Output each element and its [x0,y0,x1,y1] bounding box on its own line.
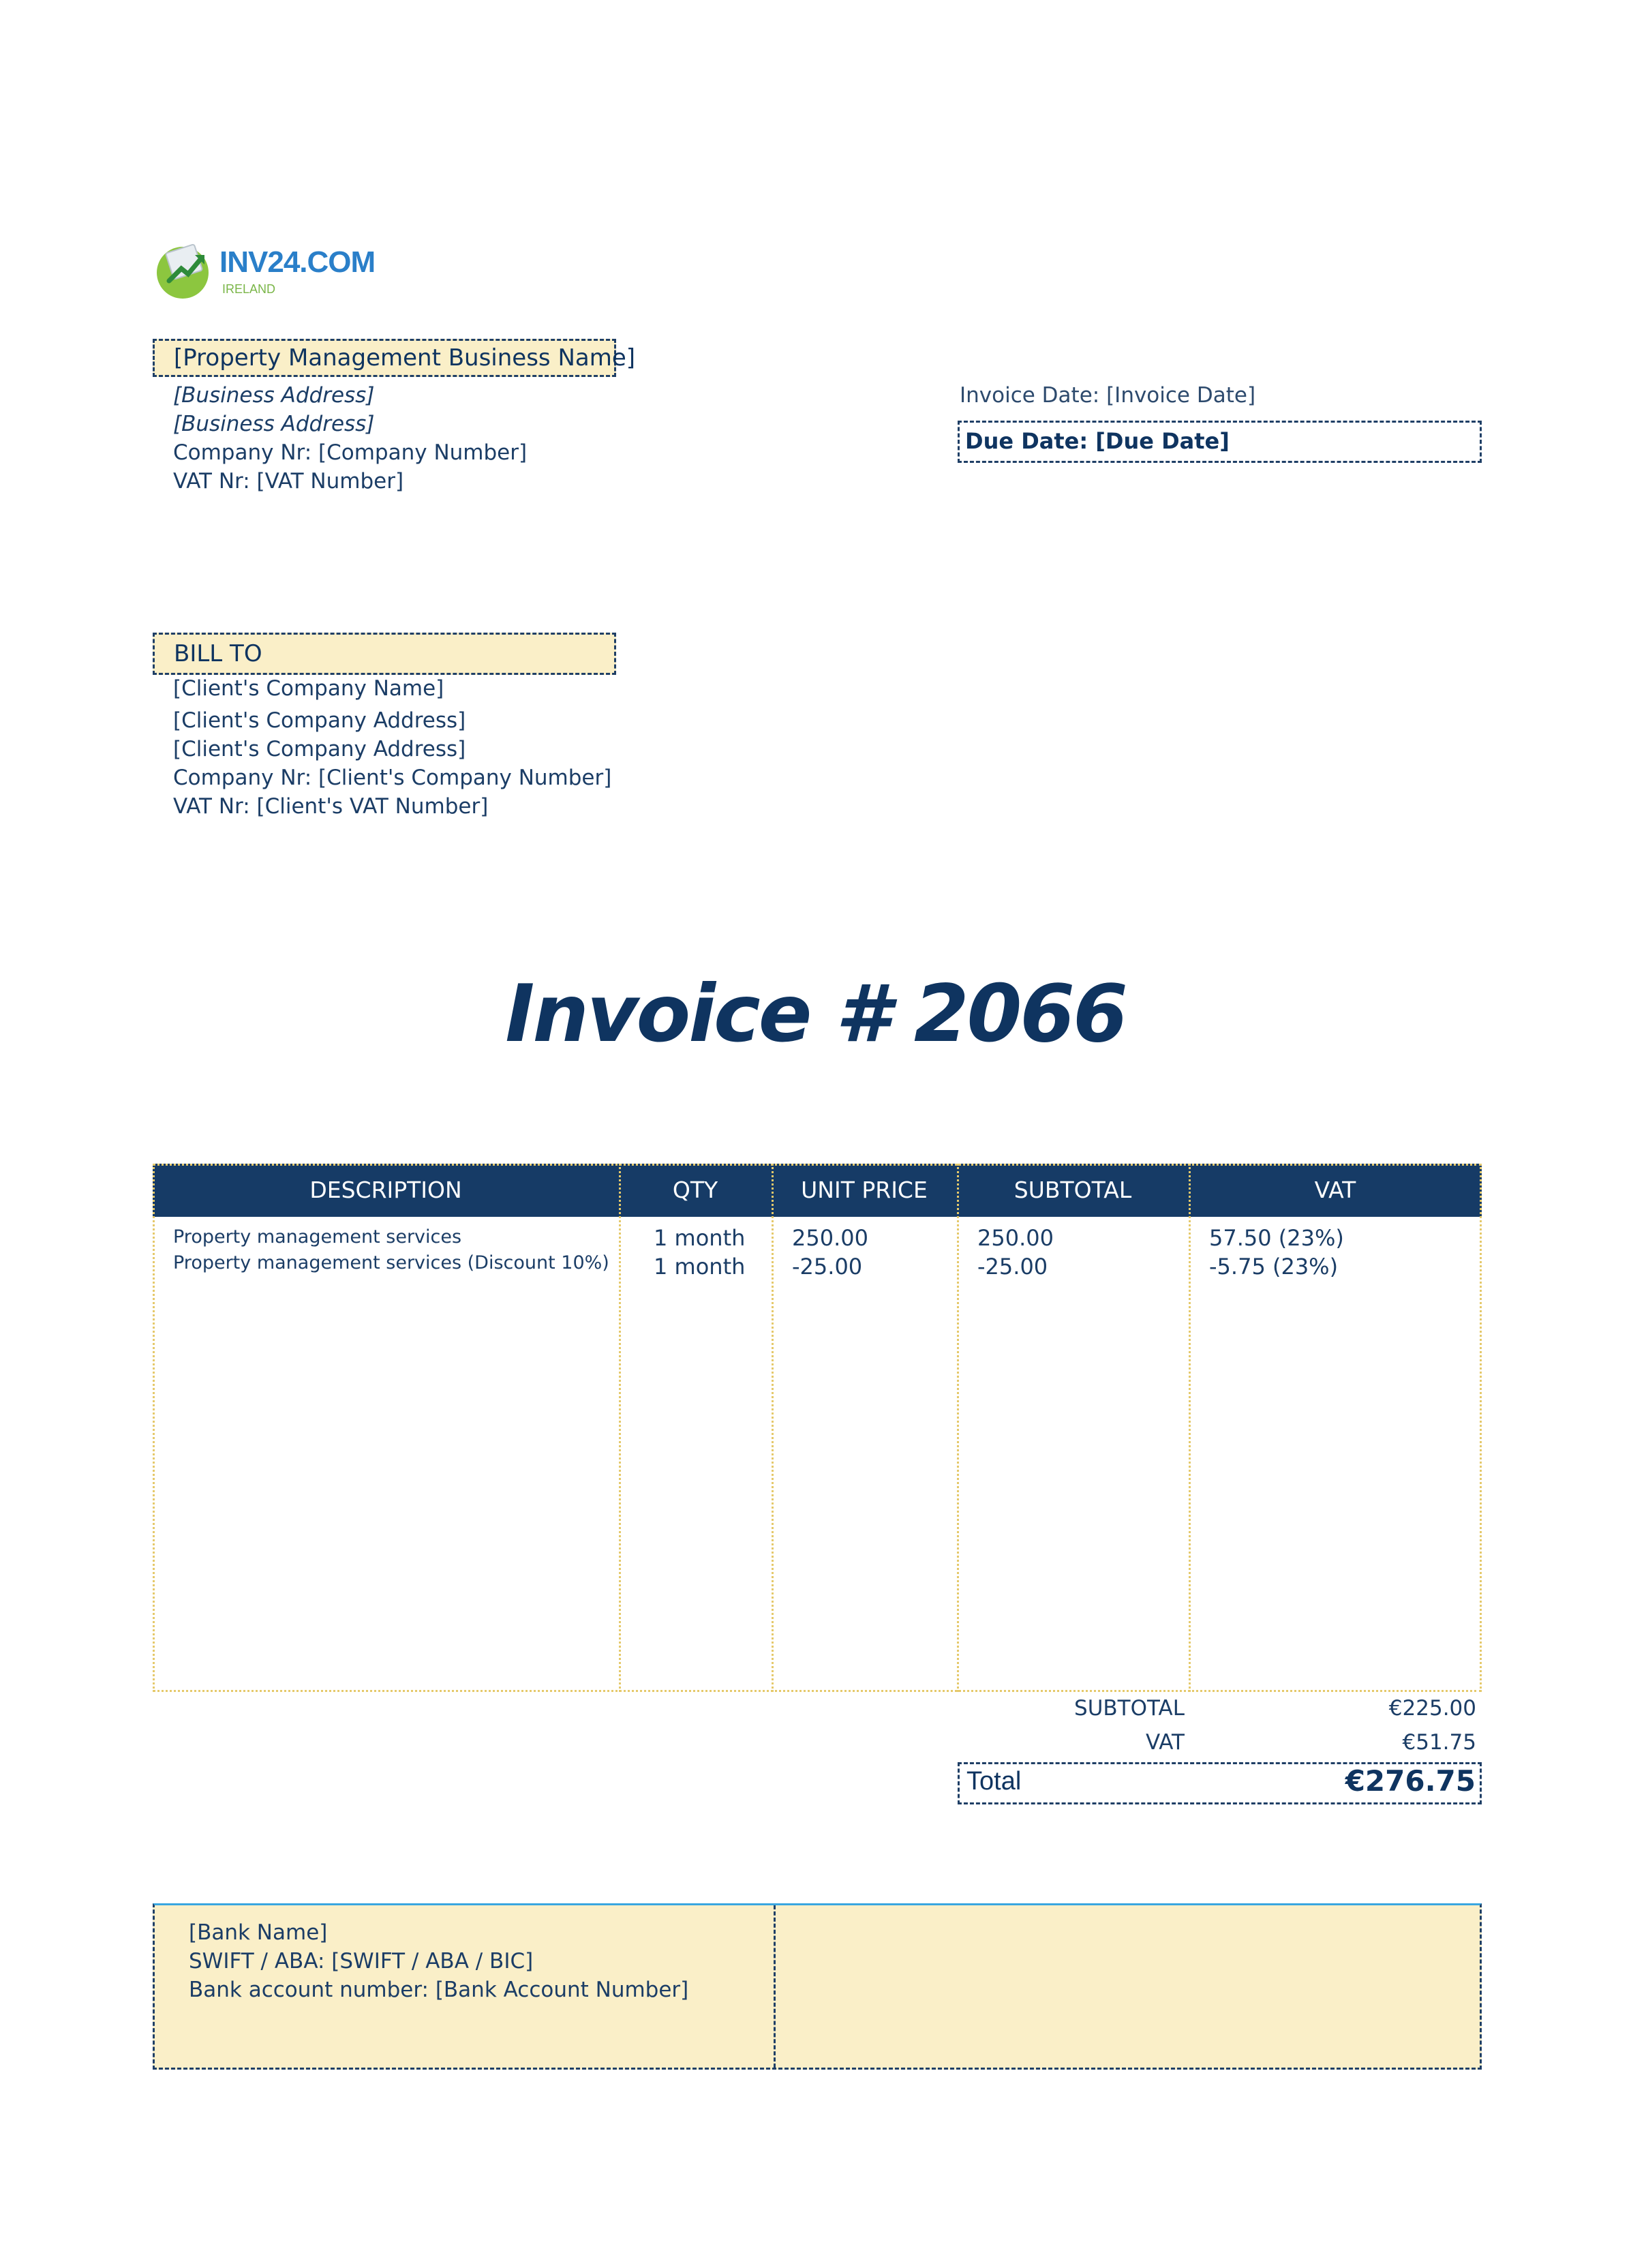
logo-mark-icon [154,240,217,303]
bank-swift: SWIFT / ABA: [SWIFT / ABA / BIC] [189,1949,534,1974]
column-divider [1189,1164,1191,1692]
grand-total-box [958,1762,1482,1804]
header-vat: VAT [1314,1177,1356,1203]
logo-region-text: IRELAND [222,282,276,296]
row-1-subtotal: 250.00 [977,1225,1054,1251]
row-2-description: Property management services (Discount 10%) [173,1252,609,1273]
vat-total-label: VAT [1146,1730,1185,1755]
bank-details [153,1903,1482,2070]
seller-vat-number: VAT Nr: [VAT Number] [173,469,404,494]
row-1-vat: 57.50 (23%) [1209,1225,1344,1251]
grand-total-value: €276.75 [1345,1764,1476,1798]
column-divider [619,1164,621,1692]
client-company-name: [Client's Company Name] [173,676,444,701]
bank-account-number: Bank account number: [Bank Account Number] [189,1978,689,2002]
header-qty: QTY [672,1177,718,1203]
company-logo [154,237,376,305]
items-table [153,1164,1482,1692]
client-address-1: [Client's Company Address] [173,708,466,733]
vat-total-value: €51.75 [1402,1730,1476,1755]
row-1-unit-price: 250.00 [792,1225,868,1251]
bank-name: [Bank Name] [189,1920,328,1945]
seller-address-2: [Business Address] [173,412,375,436]
seller-company-number: Company Nr: [Company Number] [173,440,528,465]
client-address-2: [Client's Company Address] [173,737,466,761]
header-subtotal: SUBTOTAL [1013,1177,1132,1203]
column-divider [957,1164,959,1692]
header-description: DESCRIPTION [309,1177,462,1203]
column-divider [772,1164,774,1692]
logo-brand-text: INV24.COM [219,245,376,279]
row-1-qty: 1 month [654,1225,746,1251]
due-date: Due Date: [Due Date] [958,421,1482,463]
seller-address-1: [Business Address] [173,383,375,408]
client-vat-number: VAT Nr: [Client's VAT Number] [173,794,489,819]
grand-total-label: Total [966,1767,1022,1796]
invoice-date: Invoice Date: [Invoice Date] [960,383,1256,408]
header-unit-price: UNIT PRICE [801,1177,928,1203]
client-company-number: Company Nr: [Client's Company Number] [173,766,612,790]
subtotal-label: SUBTOTAL [1074,1696,1185,1721]
bill-to-heading: BILL TO [153,633,616,675]
bank-divider [774,1905,776,2068]
seller-name: [Property Management Business Name] [153,339,616,377]
row-2-vat: -5.75 (23%) [1209,1254,1339,1280]
invoice-title: Invoice # 2066 [505,968,1126,1060]
row-2-unit-price: -25.00 [792,1254,863,1280]
row-1-description: Property management services [173,1226,462,1248]
row-2-subtotal: -25.00 [977,1254,1048,1280]
row-2-qty: 1 month [654,1254,746,1280]
subtotal-value: €225.00 [1388,1696,1476,1721]
